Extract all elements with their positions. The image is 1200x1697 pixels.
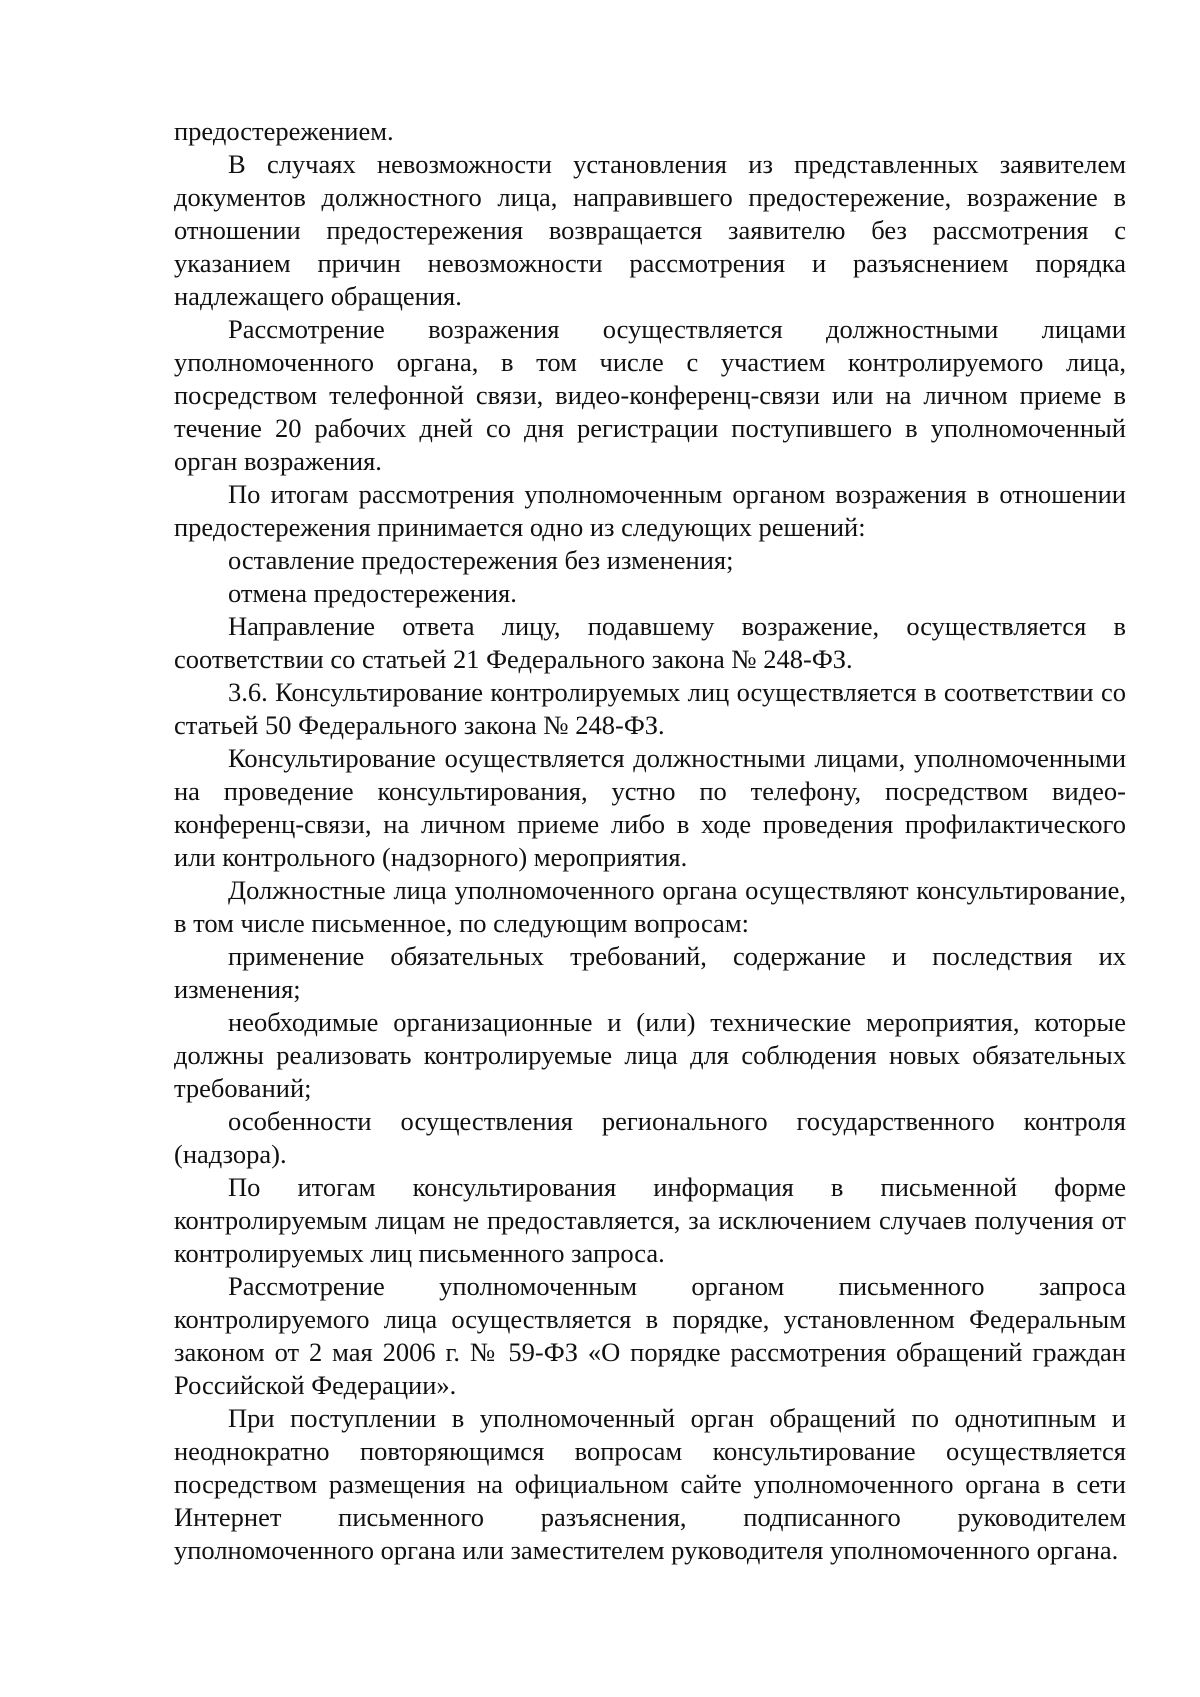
paragraph-written-request: Рассмотрение уполномоченным органом письменного запроса контролируемого лица осуществляется в порядке, установленном Федеральным законом от 2 мая 2006 г. № 59-ФЗ «О порядке рассмотрения обращений граждан Российской Федерации».	[174, 1271, 1126, 1400]
paragraph-review-decisions: По итогам рассмотрения уполномоченным органом возражения в отношении предостережения принимается одно из следующих решений:	[174, 479, 1126, 542]
paragraph-objection-review: Рассмотрение возражения осуществляется должностными лицами уполномоченного органа, в том числе с участием контролируемого лица, посредством телефонной связи, видео-конференц-связи или на личном приеме в течение 20 рабочих дней со дня регистрации поступившего в уполномоченный орган возражения.	[174, 314, 1126, 476]
list-item-control-features: особенности осуществления регионального государственного контроля (надзора).	[174, 1106, 1126, 1169]
list-item-keep-warning: оставление предостережения без изменения;	[228, 545, 734, 575]
paragraph-consulting-topics: Должностные лица уполномоченного органа осуществляют консультирование, в том числе письменное, по следующим вопросам:	[174, 875, 1126, 938]
paragraph-response-direction: Направление ответа лицу, подавшему возражение, осуществляется в соответствии со статьей 21 Федерального закона № 248-ФЗ.	[174, 611, 1126, 674]
list-item-requirements: применение обязательных требований, содержание и последствия их изменения;	[174, 941, 1126, 1004]
list-item-cancel-warning: отмена предостережения.	[228, 578, 517, 608]
document-page	[174, 115, 1126, 1567]
paragraph-return-objection: В случаях невозможности установления из представленных заявителем документов должностного лица, направившего предостережение, возражение в отношении предостережения возвращается заявителю без рассмотрения с указанием причин невозможности рассмотрения и разъяснением порядка надлежащего обращения.	[174, 149, 1126, 311]
paragraph-consulting-methods: Консультирование осуществляется должностными лицами, уполномоченными на проведение консультирования, устно по телефону, посредством видео-конференц-связи, на личном приеме либо в ходе проведения профилактического или контрольного (надзорного) мероприятия.	[174, 743, 1126, 872]
paragraph-section-3-6: 3.6. Консультирование контролируемых лиц осуществляется в соответствии со статьей 50 Федерального закона № 248-ФЗ.	[174, 677, 1126, 740]
paragraph-written-info: По итогам консультирования информация в письменной форме контролируемым лицам не предоставляется, за исключением случаев получения от контролируемых лиц письменного запроса.	[174, 1172, 1126, 1268]
paragraph-continuation: предостережением.	[174, 116, 394, 146]
list-item-technical-measures: необходимые организационные и (или) технические мероприятия, которые должны реализовать контролируемые лица для соблюдения новых обязательных требований;	[174, 1007, 1126, 1103]
paragraph-repeated-questions: При поступлении в уполномоченный орган обращений по однотипным и неоднократно повторяющимся вопросам консультирование осуществляется посредством размещения на официальном сайте уполномоченного органа в сети Интернет письменного разъяснения, подписанного руководителем уполномоченного органа или заместителем руководителя уполномоченного органа.	[174, 1403, 1126, 1565]
